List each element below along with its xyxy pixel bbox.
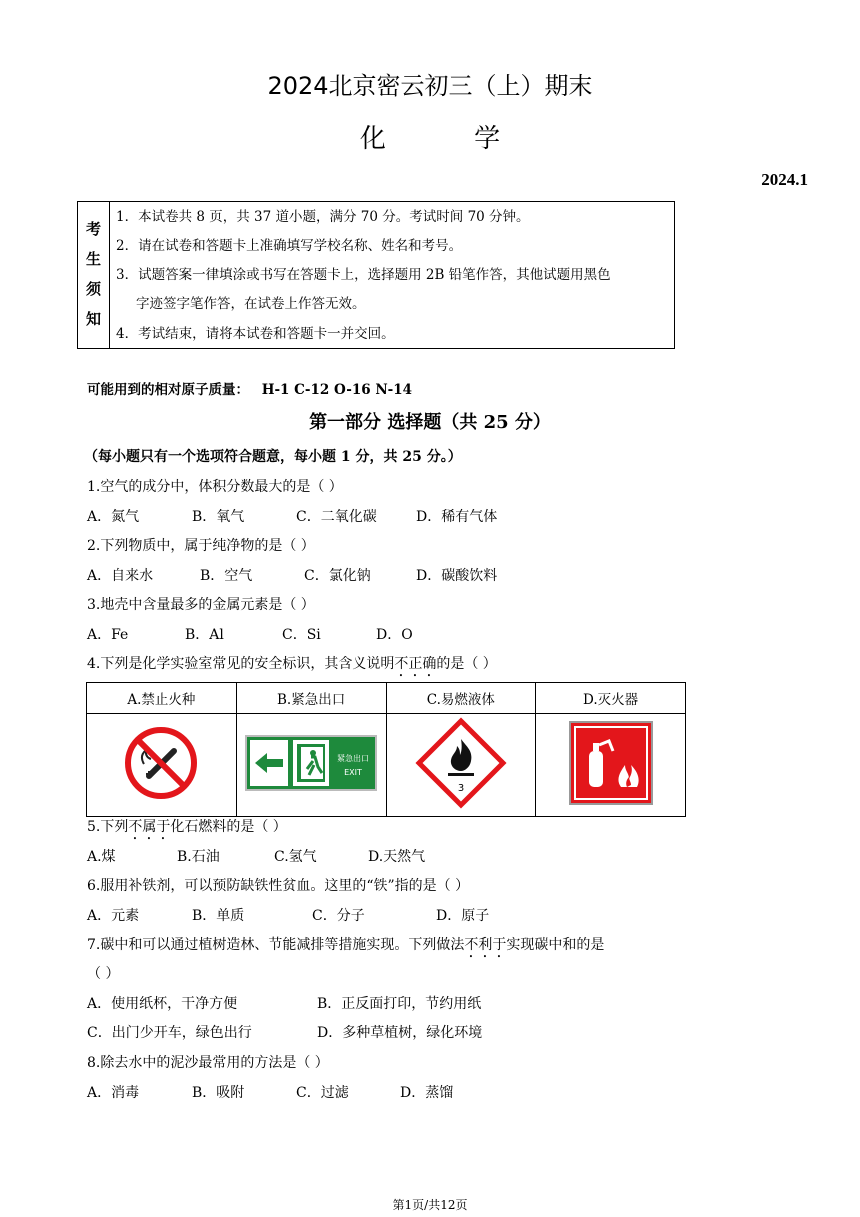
safety-signs-table xyxy=(86,682,686,817)
option-c: C．氯化钠 xyxy=(304,568,371,584)
notice-line: 4．考试结束，请将本试卷和答题卡一并交回。 xyxy=(116,326,395,342)
sign-cell-d xyxy=(536,714,686,817)
option-b: B.石油 xyxy=(177,849,220,865)
emphasis-text: 不利于 xyxy=(464,937,507,953)
no-fire-icon xyxy=(122,724,200,802)
page-number: 第1页/共12页 xyxy=(392,1198,468,1212)
exit-sign-text: EXIT xyxy=(344,768,363,777)
option-c: C.氢气 xyxy=(274,849,317,865)
question-stem xyxy=(87,934,604,961)
option-b: B．空气 xyxy=(200,568,253,584)
question-stem: 3.地壳中含量最多的金属元素是（ ） xyxy=(87,597,315,613)
sign-header-c: C.易燃液体 xyxy=(386,683,536,714)
page-title: 2024北京密云初三（上）期末 xyxy=(267,72,593,100)
emergency-exit-icon xyxy=(245,735,377,791)
option-d: D.天然气 xyxy=(368,849,426,865)
option-d: D．O xyxy=(376,627,413,643)
stem-text: 实现碳中和的是 xyxy=(506,937,605,953)
notice-label-char: 考 xyxy=(85,220,101,238)
exam-date: 2024.1 xyxy=(761,170,808,189)
option-d: D．蒸馏 xyxy=(400,1085,454,1101)
option-d: D．稀有气体 xyxy=(416,509,498,525)
option-d: D．碳酸饮料 xyxy=(416,568,498,584)
option-d: D．多种草植树，绿化环境 xyxy=(317,1025,483,1041)
fire-extinguisher-icon xyxy=(569,721,653,805)
sign-cell-b xyxy=(236,714,386,817)
stem-text: 的是（ ） xyxy=(436,656,497,672)
option-b: B．正反面打印，节约用纸 xyxy=(317,996,482,1012)
option-c: C．二氧化碳 xyxy=(296,509,377,525)
emphasis-text: 不属于 xyxy=(128,819,171,835)
notice-label-char: 知 xyxy=(85,310,101,328)
option-c: C．出门少开车，绿色出行 xyxy=(87,1025,252,1041)
stem-text: 化石燃料的是（ ） xyxy=(170,819,287,835)
option-a: A．元素 xyxy=(87,908,140,924)
stem-text: 5.下列 xyxy=(87,819,129,835)
notice-line: 字迹签字笔作答，在试卷上作答无效。 xyxy=(136,296,366,312)
exit-sign-text: 紧急出口 xyxy=(337,754,370,763)
subject-title: 化 学 xyxy=(359,124,541,154)
notice-line: 2．请在试卷和答题卡上准确填写学校名称、姓名和考号。 xyxy=(116,238,463,254)
atomic-masses xyxy=(87,378,412,398)
sign-cell-a xyxy=(87,714,237,817)
option-b: B．单质 xyxy=(192,908,245,924)
option-a: A．自来水 xyxy=(87,568,154,584)
stem-text: 4.下列是化学实验室常见的安全标识，其含义说明 xyxy=(87,656,395,672)
option-b: B．吸附 xyxy=(192,1085,245,1101)
notice-line: 3．试题答案一律填涂或书写在答题卡上，选择题用 2B 铅笔作答，其他试题用黑色 xyxy=(116,267,611,283)
option-c: C．过滤 xyxy=(296,1085,349,1101)
flammable-liquid-icon xyxy=(415,717,507,809)
atomic-masses-values: H-1 C-12 O-16 N-14 xyxy=(261,382,413,398)
question-stem: 1.空气的成分中，体积分数最大的是（ ） xyxy=(87,479,343,495)
notice-label-char: 须 xyxy=(85,280,101,298)
option-a: A．使用纸杯，干净方便 xyxy=(87,996,238,1012)
option-a: A．氮气 xyxy=(87,509,140,525)
option-b: B．氧气 xyxy=(192,509,245,525)
option-b: B．Al xyxy=(185,627,224,643)
option-a: A．Fe xyxy=(87,627,129,643)
notice-label-char: 生 xyxy=(85,250,101,268)
sign-cell-c xyxy=(386,714,536,817)
option-d: D．原子 xyxy=(436,908,490,924)
section-title: 第一部分 选择题（共 25 分） xyxy=(309,412,551,433)
question-stem: 6.服用补铁剂，可以预防缺铁性贫血。这里的“铁”指的是（ ） xyxy=(87,878,470,894)
question-stem: 8.除去水中的泥沙最常用的方法是（ ） xyxy=(87,1055,329,1071)
option-a: A．消毒 xyxy=(87,1085,140,1101)
question-stem-cont: （ ） xyxy=(87,966,120,982)
notice-label xyxy=(78,202,110,348)
sign-header-b: B.紧急出口 xyxy=(236,683,386,714)
emphasis-text: 不正确 xyxy=(394,656,437,672)
sign-header-a: A.禁止火种 xyxy=(87,683,237,714)
question-stem xyxy=(87,816,287,843)
option-c: C．Si xyxy=(282,627,321,643)
section-instruction: （每小题只有一个选项符合题意，每小题 1 分，共 25 分。） xyxy=(84,449,462,465)
question-stem xyxy=(87,653,497,680)
exam-notice-box xyxy=(77,201,675,349)
hazard-class-number: 3 xyxy=(457,783,465,794)
notice-line: 1．本试卷共 8 页，共 37 道小题，满分 70 分。考试时间 70 分钟。 xyxy=(116,209,530,225)
sign-header-d: D.灭火器 xyxy=(536,683,686,714)
question-stem: 2.下列物质中，属于纯净物的是（ ） xyxy=(87,538,315,554)
option-c: C．分子 xyxy=(312,908,365,924)
stem-text: 7.碳中和可以通过植树造林、节能减排等措施实现。下列做法 xyxy=(87,937,465,953)
option-a: A.煤 xyxy=(87,849,116,865)
atomic-masses-label: 可能用到的相对原子质量： xyxy=(87,382,249,398)
